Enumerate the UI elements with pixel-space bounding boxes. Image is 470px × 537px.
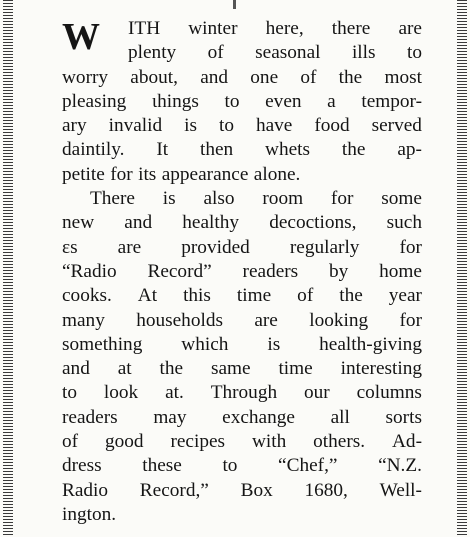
text-line: εs are provided regularly for: [62, 236, 422, 258]
left-column-rule: [3, 0, 13, 537]
text-line: and at the same time interesting: [62, 358, 422, 380]
paragraph-1: [62, 17, 422, 187]
text-line: cooks. At this time of the year: [62, 285, 422, 307]
text-line: daintily. It then whets the ap-: [62, 139, 422, 161]
text-line: something which is health-giving: [62, 333, 422, 355]
right-column-rule: [457, 0, 467, 537]
text-line: pleasing ιhings to even a tempor-: [62, 90, 422, 112]
text-line: “Radio Record” readers by home: [62, 260, 422, 282]
text-line: worry about, and one of the most: [62, 66, 422, 88]
text-line: Radio Record,” Box 1680, Well-: [62, 479, 422, 501]
text-line: to look at. Through our columns: [62, 382, 422, 404]
text-line: ITH winter here, there are: [128, 18, 422, 39]
text-line: There is also room for some: [90, 188, 422, 210]
paragraph-2: [62, 187, 422, 527]
drop-cap: W: [62, 16, 100, 58]
text-line: plenty of seasonal ills to: [128, 42, 422, 64]
text-line: new and healthy decoctions, such: [62, 212, 422, 234]
article-body: [62, 17, 422, 527]
text-line: many households are looking for: [62, 309, 422, 331]
text-line: ington.: [62, 503, 117, 525]
text-line: petite for its appearance alone.: [62, 163, 301, 185]
text-line: readers may exchange all sorts: [62, 406, 422, 428]
text-line: of good recipes with others. Ad-: [62, 431, 422, 453]
top-divider-mark: [233, 0, 236, 9]
text-line: ary invalid is to have food served: [62, 115, 422, 137]
text-line: dress these to “Chef,” “N.Z.: [62, 455, 422, 477]
